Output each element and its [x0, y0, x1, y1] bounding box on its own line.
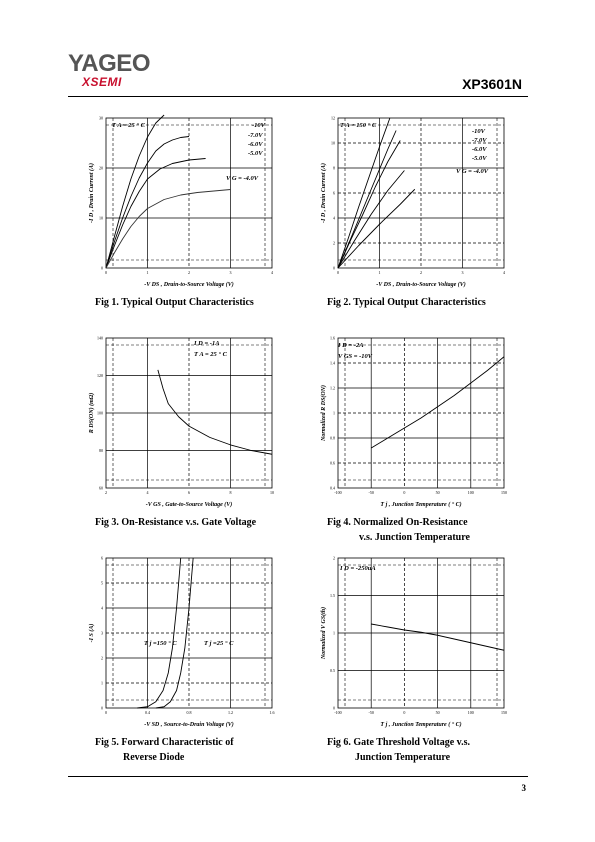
chart-annotation: V G = -4.0V	[226, 175, 259, 182]
figure-caption-line: Fig 4. Normalized On-Resistance	[327, 517, 468, 528]
figure-1	[89, 113, 340, 341]
series-line-4	[338, 171, 404, 269]
x-tick-label: 50	[435, 490, 440, 495]
chart-annotation: I D = -250uA	[340, 565, 376, 572]
y-tick-label: 4	[333, 215, 335, 221]
chart-annotation: -7.0V	[472, 137, 487, 144]
y-tick-label: 0.6	[330, 460, 335, 466]
y-tick-label: 0	[333, 705, 335, 711]
figure-3	[89, 333, 340, 561]
chart-annotation: -6.0V	[472, 146, 487, 153]
figure-5	[89, 553, 340, 781]
x-tick-label: 6	[188, 490, 190, 495]
figure-caption-line: Fig 5. Forward Characteristic of	[95, 737, 234, 748]
figure-caption-line: Fig 6. Gate Threshold Voltage v.s.	[327, 737, 470, 748]
x-tick-label: 0	[403, 490, 406, 495]
figure-caption-line: Fig 3. On-Resistance v.s. Gate Voltage	[95, 517, 257, 528]
x-tick-label: 0	[403, 710, 406, 715]
y-tick-label: 2	[333, 555, 335, 561]
chart-annotation: -10V	[472, 128, 485, 135]
x-tick-label: 8	[229, 490, 232, 495]
x-tick-label: 4	[146, 490, 149, 495]
x-tick-label: 1	[146, 270, 149, 275]
x-tick-label: 2	[105, 490, 107, 495]
chart-annotation: -5.0V	[472, 155, 487, 162]
y-tick-label: 0	[333, 265, 335, 271]
y-tick-label: 0	[101, 265, 103, 271]
y-tick-label: 0.4	[330, 485, 335, 491]
x-tick-label: -100	[334, 710, 342, 715]
y-tick-label: 5	[101, 580, 103, 586]
y-tick-label: 0.8	[330, 435, 335, 441]
figure-caption	[95, 515, 335, 530]
x-tick-label: 100	[467, 710, 474, 715]
x-tick-label: 50	[435, 710, 440, 715]
x-tick-label: 1.6	[269, 710, 275, 715]
y-axis-label: Normalized V GS(th)	[321, 606, 327, 660]
x-tick-label: 3	[229, 270, 232, 275]
series-line-3	[338, 141, 400, 269]
y-axis-label: Normalized R DS(ON)	[321, 384, 327, 442]
y-tick-label: 2	[333, 240, 335, 246]
y-tick-label: 1	[101, 680, 103, 686]
y-tick-label: 6	[333, 190, 335, 196]
page-number: 3	[521, 783, 526, 793]
figure-caption	[327, 515, 567, 545]
chart-annotation: I D = -1A	[194, 340, 220, 347]
x-axis-label: -V DS , Drain-to-Source Voltage (V)	[144, 282, 234, 288]
logo-subbrand: XSEMI	[82, 75, 122, 89]
x-tick-label: 2	[188, 270, 190, 275]
x-tick-label: 0.4	[145, 710, 150, 715]
chart-annotation: -6.0V	[248, 141, 263, 148]
series-line-5	[338, 189, 415, 268]
chart-annotation: -10V	[252, 122, 265, 129]
y-tick-label: 1.6	[330, 335, 335, 341]
y-tick-label: 2	[101, 655, 103, 661]
x-tick-label: 10	[270, 490, 274, 495]
chart-annotation: T j =150 ° C	[144, 640, 177, 647]
footer-rule	[68, 776, 528, 777]
x-axis-label: T j , Junction Temperature ( ° C)	[380, 502, 462, 508]
y-axis-label: R DS(ON) (mΩ)	[89, 392, 95, 434]
logo-wordmark: YAGEO	[68, 50, 150, 77]
x-tick-label: 3	[461, 270, 464, 275]
figure-caption-line: Fig 1. Typical Output Characteristics	[95, 297, 254, 308]
series-line-2	[338, 131, 396, 269]
figure-caption	[95, 735, 335, 765]
figure-caption-line: Fig 2. Typical Output Characteristics	[327, 297, 486, 308]
y-axis-label: -I S (A)	[89, 623, 95, 643]
figure-caption-line: Junction Temperature	[355, 752, 451, 763]
figure-caption	[327, 735, 567, 765]
y-tick-label: 12	[331, 115, 335, 121]
chart-annotation: -5.0V	[248, 150, 263, 157]
y-tick-label: 1.2	[330, 385, 335, 391]
chart-annotation: T A = 25 ° C	[194, 351, 227, 358]
chart-annotation: -7.0V	[248, 132, 263, 139]
figure-caption-line: v.s. Junction Temperature	[359, 532, 470, 543]
y-tick-label: 20	[99, 165, 103, 171]
x-tick-label: 4	[271, 270, 273, 275]
x-tick-label: 4	[503, 270, 505, 275]
x-tick-label: 0	[337, 270, 339, 275]
figure-2	[321, 113, 572, 341]
y-tick-label: 3	[101, 630, 103, 636]
y-tick-label: 140	[97, 335, 103, 341]
chart-annotation: T A = 25 ° C	[112, 122, 145, 129]
chart-annotation: V G = -4.0V	[456, 168, 489, 175]
chart-annotation: T A = 150 ° C	[340, 122, 377, 129]
series-line-1	[158, 370, 272, 454]
x-tick-label: 1.2	[228, 710, 233, 715]
x-tick-label: 150	[501, 490, 507, 495]
y-tick-label: 60	[99, 485, 103, 491]
part-number: XP3601N	[462, 76, 522, 92]
y-tick-label: 1.5	[330, 593, 335, 598]
x-tick-label: 0	[105, 710, 107, 715]
y-tick-label: 120	[97, 373, 103, 378]
chart-annotation: T j =25 ° C	[204, 640, 234, 647]
x-tick-label: 100	[467, 490, 474, 495]
x-tick-label: -50	[368, 710, 374, 715]
figure-4	[321, 333, 572, 561]
yageo-logo	[68, 50, 178, 90]
header-rule	[68, 96, 528, 97]
x-axis-label: -V GS , Gate-to-Source Voltage (V)	[145, 502, 233, 508]
x-tick-label: -50	[368, 490, 374, 495]
y-axis-label: -I D , Drain Current (A)	[89, 162, 95, 224]
y-tick-label: 4	[101, 605, 103, 611]
figure-caption-line: Reverse Diode	[123, 752, 185, 763]
y-tick-label: 8	[333, 165, 335, 171]
y-axis-label: -I D , Drain Current (A)	[321, 162, 327, 224]
x-tick-label: 2	[420, 270, 422, 275]
y-tick-label: 1	[333, 410, 335, 416]
figure-caption	[327, 295, 567, 310]
y-tick-label: 80	[99, 448, 103, 453]
series-line-4	[106, 190, 231, 269]
x-axis-label: -V DS , Drain-to-Source Voltage (V)	[376, 282, 466, 288]
x-tick-label: -100	[334, 490, 342, 495]
x-axis-label: T j , Junction Temperature ( ° C)	[380, 722, 462, 728]
y-tick-label: 0	[101, 705, 103, 711]
figure-6	[321, 553, 572, 781]
x-tick-label: 0.8	[186, 710, 192, 715]
y-tick-label: 1.4	[330, 360, 335, 366]
y-tick-label: 10	[99, 215, 103, 221]
x-tick-label: 1	[378, 270, 381, 275]
y-tick-label: 0.5	[330, 668, 335, 673]
x-tick-label: 0	[105, 270, 107, 275]
y-tick-label: 30	[99, 115, 103, 121]
y-tick-label: 1	[333, 630, 335, 636]
y-tick-label: 6	[101, 555, 103, 561]
chart-annotation: V GS = -10V	[338, 353, 373, 360]
y-tick-label: 10	[331, 140, 335, 146]
x-tick-label: 150	[501, 710, 507, 715]
chart-annotation: I D = -2A	[338, 342, 364, 349]
figure-caption	[95, 295, 335, 310]
x-axis-label: -V SD , Source-to-Drain Voltage (V)	[144, 722, 234, 728]
y-tick-label: 100	[97, 410, 103, 416]
